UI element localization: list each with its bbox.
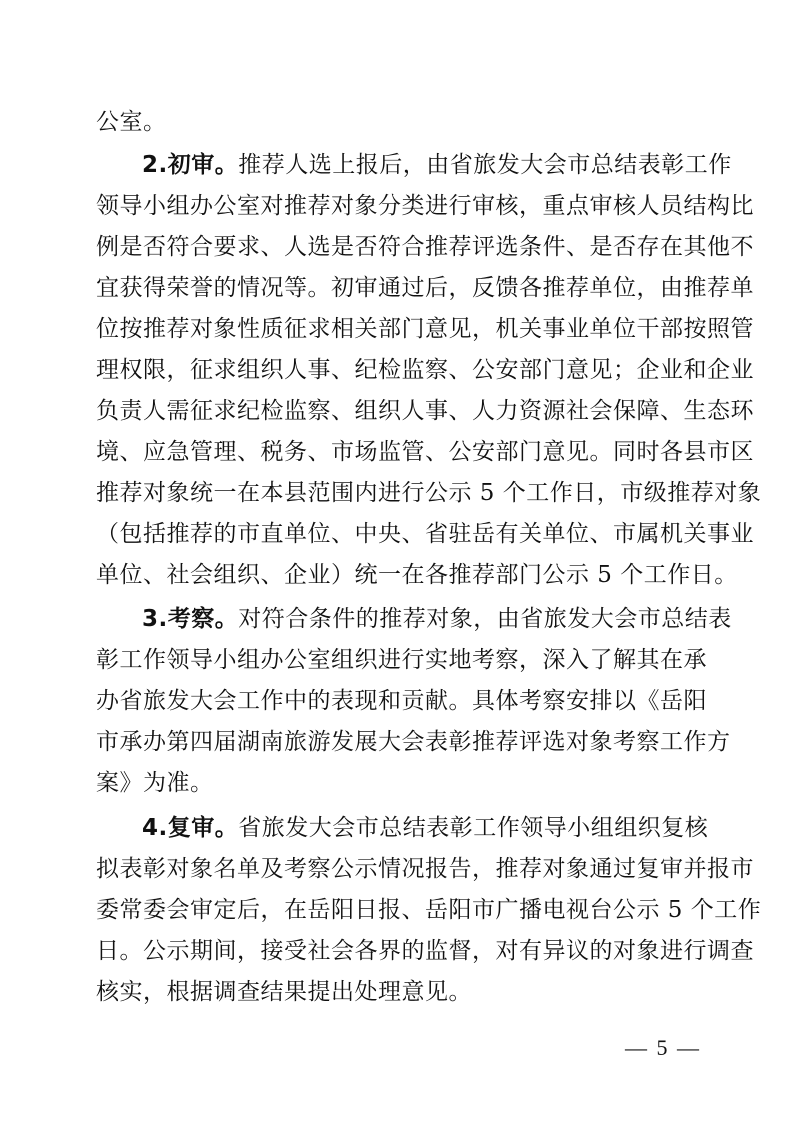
section-2-line-7: 境、应急管理、税务、市场监管、公安部门意见。同时各县市区: [96, 439, 754, 465]
section-4-first-line: [142, 813, 709, 843]
section-2-line-9: （包括推荐的市直单位、中央、省驻岳有关单位、市属机关事业: [96, 521, 754, 547]
section-3-line-3: 市承办第四届湖南旅游发展大会表彰推荐评选对象考察工作方: [96, 729, 731, 755]
section-4-line-1: 拟表彰对象名单及考察公示情况报告，推荐对象通过复审并报市: [96, 856, 754, 882]
section-4-line-3: 日。公示期间，接受社会各界的监督，对有异议的对象进行调查: [96, 938, 754, 964]
section-3-first-line: [142, 604, 732, 634]
section-2-line-2: 例是否符合要求、人选是否符合推荐评选条件、是否存在其他不: [96, 234, 754, 260]
section-2-line-0: 推荐人选上报后，由省旅发大会市总结表彰工作: [238, 152, 732, 178]
section-2-line-8: 推荐对象统一在本县范围内进行公示 5 个工作日，市级推荐对象: [96, 480, 762, 506]
section-3-line-4: 案》为准。: [96, 770, 214, 796]
section-2-line-4: 位按推荐对象性质征求相关部门意见，机关事业单位干部按照管: [96, 316, 754, 342]
section-2-line-5: 理权限，征求组织人事、纪检监察、公安部门意见；企业和企业: [96, 357, 754, 383]
section-2-first-line: [142, 150, 732, 180]
page-number: — 5 —: [625, 1035, 701, 1060]
section-3-line-2: 办省旅发大会工作中的表现和贡献。具体考察安排以《岳阳: [96, 688, 707, 714]
section-2-line-10: 单位、社会组织、企业）统一在各推荐部门公示 5 个工作日。: [96, 562, 738, 588]
section-4-line-2: 委常委会审定后，在岳阳日报、岳阳市广播电视台公示 5 个工作: [96, 897, 762, 923]
section-2-heading: 2.初审。: [142, 152, 239, 178]
section-3-line-0: 对符合条件的推荐对象，由省旅发大会市总结表: [238, 606, 732, 632]
section-2-line-1: 领导小组办公室对推荐对象分类进行审核，重点审核人员结构比: [96, 193, 754, 219]
section-3-line-1: 彰工作领导小组办公室组织进行实地考察，深入了解其在承: [96, 647, 707, 673]
section-2-line-3: 宜获得荣誉的情况等。初审通过后，反馈各推荐单位，由推荐单: [96, 275, 754, 301]
section-4-heading: 4.复审。: [142, 815, 239, 841]
continuation-line: 公室。: [96, 109, 167, 135]
section-4-line-0: 省旅发大会市总结表彰工作领导小组组织复核: [238, 815, 709, 841]
section-4-line-4: 核实，根据调查结果提出处理意见。: [96, 979, 472, 1005]
section-2-line-6: 负责人需征求纪检监察、组织人事、人力资源社会保障、生态环: [96, 398, 754, 424]
section-3-heading: 3.考察。: [142, 606, 239, 632]
